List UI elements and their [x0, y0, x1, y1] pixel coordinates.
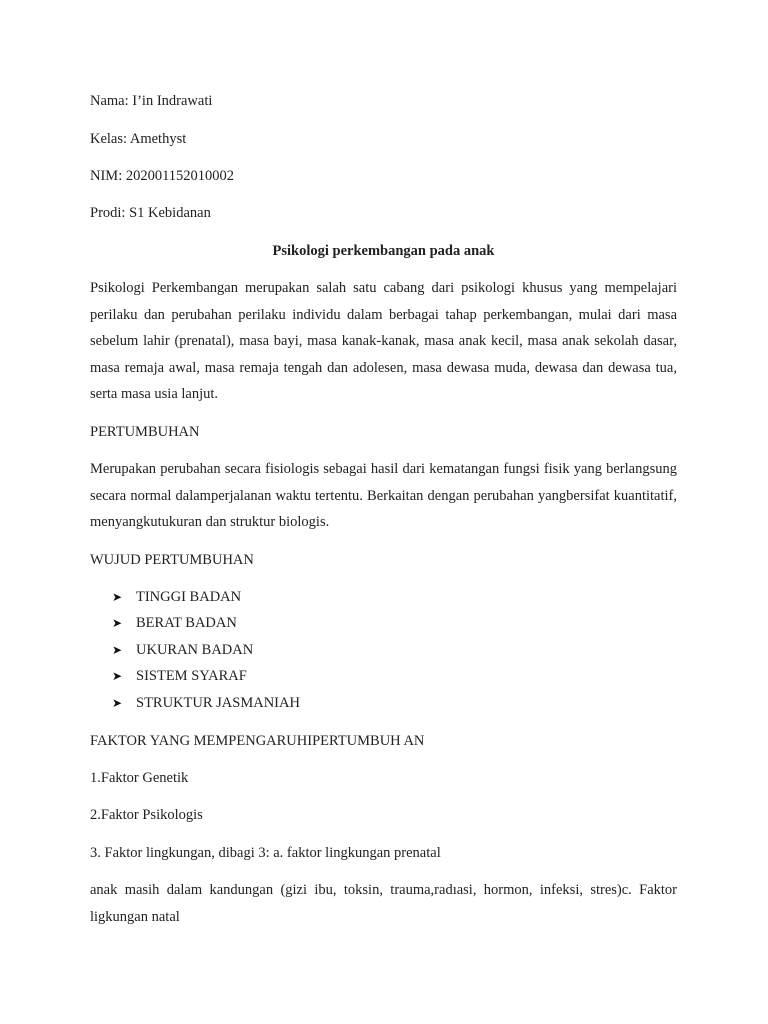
list-item-label: UKURAN BADAN	[136, 641, 254, 658]
faktor-heading: FAKTOR YANG MEMPENGARUHIPERTUMBUH AN	[90, 733, 425, 749]
arrowhead-bullet-icon: ➤	[112, 695, 123, 710]
list-item	[112, 610, 300, 636]
arrowhead-bullet-icon: ➤	[112, 642, 123, 657]
list-item	[112, 663, 300, 689]
wujud-list	[112, 584, 300, 716]
list-item	[112, 690, 300, 716]
faktor-item-lingkungan: 3. Faktor lingkungan, dibagi 3: a. faktor lingkungan prenatal	[90, 845, 441, 861]
list-item-label: SISTEM SYARAF	[136, 668, 247, 685]
list-item	[112, 637, 300, 663]
document-title: Psikologi perkembangan pada anak	[272, 243, 495, 259]
arrowhead-bullet-icon: ➤	[112, 669, 123, 684]
pertumbuhan-paragraph: Merupakan perubahan secara fisiologis sebagai hasil dari kematangan fungsi fisik yang berlangsung secara normal dalamperjalanan waktu tertentu. Berkaitan dengan perubahan yangbersifat kuantitatif, menyangkutukuran dan struktur biologis.	[90, 461, 677, 530]
arrowhead-bullet-icon: ➤	[112, 616, 123, 631]
list-item-label: BERAT BADAN	[136, 615, 237, 632]
faktor-item-genetik: 1.Faktor Genetik	[90, 770, 189, 786]
student-class: Kelas: Amethyst	[90, 131, 187, 147]
student-nim: NIM: 202001152010002	[90, 168, 235, 184]
faktor-item-psikologis: 2.Faktor Psikologis	[90, 807, 203, 823]
intro-paragraph: Psikologi Perkembangan merupakan salah satu cabang dari psikologi khusus yang mempelajari perilaku dan perubahan perilaku individu dalam berbagai tahap perkembangan, mulai dari masa sebelum lahir (prenatal), masa bayi, masa kanak-kanak, masa anak kecil, masa anak sekolah dasar, masa remaja awal, masa remaja tengah dan adolesen, masa dewasa muda, dewasa dan dewasa tua, serta masa usia lanjut.	[90, 280, 677, 402]
study-program: Prodi: S1 Kebidanan	[90, 205, 211, 221]
faktor-closing-paragraph: anak masih dalam kandungan (gizi ibu, toksin, trauma,radıasi, hormon, infeksi, stres)c. Faktor ligkungan natal	[90, 882, 677, 925]
pertumbuhan-heading: PERTUMBUHAN	[90, 424, 200, 440]
wujud-heading: WUJUD PERTUMBUHAN	[90, 552, 254, 568]
list-item-label: STRUKTUR JASMANIAH	[136, 694, 300, 711]
arrowhead-bullet-icon: ➤	[112, 590, 123, 604]
list-item-label: TINGGI BADAN	[136, 589, 242, 605]
list-item	[112, 584, 300, 610]
student-name: Nama: I’in Indrawati	[90, 93, 213, 109]
